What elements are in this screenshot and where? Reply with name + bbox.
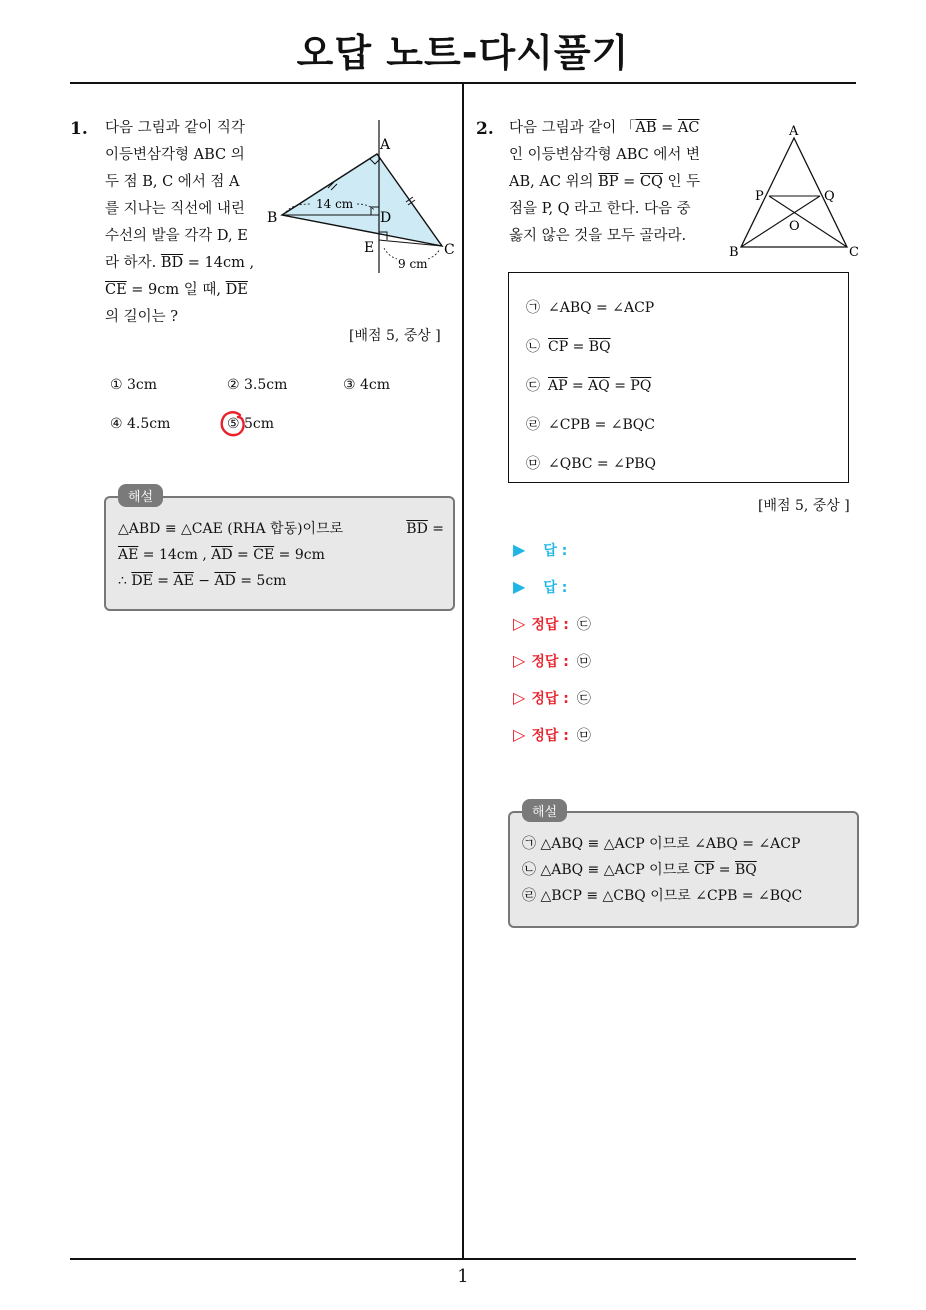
brace-ce-right xyxy=(428,249,440,259)
column-divider xyxy=(462,82,464,1260)
answer-value: ㉢ xyxy=(576,617,591,633)
q1-explanation-text xyxy=(118,516,444,594)
q2-expl-line-3: ㉣ △BCP ≡ △CBQ 이므로 ∠CPB = ∠BQC xyxy=(522,888,803,904)
segment-ce: $\overline{CE}$ xyxy=(105,282,127,298)
q2-text-line-4: 점을 P, Q 라고 한다. 다음 중 xyxy=(509,201,691,217)
statement-item xyxy=(526,445,656,484)
statement-list xyxy=(526,289,656,484)
statement-text: = xyxy=(567,378,589,394)
answer-label: 정답 : xyxy=(531,691,569,707)
q2-number: 2. xyxy=(476,119,494,139)
play-arrow-icon: ▶ xyxy=(513,577,526,596)
label-a: A xyxy=(380,137,391,153)
statement-text: = xyxy=(568,339,589,355)
answer-row xyxy=(513,577,575,597)
label-b: B xyxy=(267,210,278,226)
q1-text-line: 를 지나는 직선에 내린 xyxy=(105,201,245,217)
page-title: 오답 노트-다시풀기 xyxy=(296,31,630,75)
q1-text-line: 이등변삼각형 ABC 의 xyxy=(105,147,245,163)
q1-text-line: 다음 그림과 같이 직각 xyxy=(105,120,245,136)
q2-explanation-text xyxy=(522,831,852,909)
label-d: D xyxy=(380,210,392,226)
statement-text: = xyxy=(609,378,631,394)
q2-text-line-3: AB, AC 위의 $\overline{BP} = \overline{CQ}$ 인 두 xyxy=(509,174,701,190)
statement-text: $\overline{BQ}$ xyxy=(588,339,611,355)
answer-row xyxy=(513,540,575,560)
footer-rule xyxy=(70,1258,856,1260)
outline-arrow-icon: ▷ xyxy=(513,688,526,707)
statement-text: ∠QBC = ∠PBQ xyxy=(548,456,657,472)
statement-mark: ㉡ xyxy=(526,339,540,355)
answer-row xyxy=(513,651,591,671)
q1-choice-4[interactable]: ④ 4.5cm xyxy=(110,416,171,432)
label-a: A xyxy=(789,124,799,139)
q1-ask: 의 길이는 ? xyxy=(105,309,179,325)
q2-text-line-5: 옳지 않은 것을 모두 골라라. xyxy=(509,228,687,244)
statement-item xyxy=(526,406,656,445)
q2-score: [배점 5, 중상 ] xyxy=(758,498,850,514)
q2-explanation-box xyxy=(508,811,859,928)
play-arrow-icon: ▶ xyxy=(513,540,526,559)
q2-text-line-1: 다음 그림과 같이 「$\overline{AB} = \overline{AC}$ xyxy=(509,120,700,136)
answer-value: ㉤ xyxy=(576,728,591,744)
statement-text: $\overline{PQ}$ xyxy=(630,378,652,394)
statement-item xyxy=(526,289,656,328)
q1-text-line: 라 하자. $\overline{BD} = 14cm$ , xyxy=(105,255,255,271)
q2-explanation-label: 해설 xyxy=(522,799,567,822)
q1-explanation-box xyxy=(104,496,455,611)
answer-row xyxy=(513,614,591,634)
q2-expl-line-2: ㉡ △ABQ ≡ △ACP 이므로 $\overline{CP} = \overline{BQ}$ xyxy=(522,862,757,878)
q1-number: 1. xyxy=(70,119,88,139)
answer-mark-circle xyxy=(218,409,248,439)
q1-choice-3[interactable]: ③ 4cm xyxy=(343,377,391,393)
q1-text-line: $\overline{CE} = 9cm$ 일 때, $\overline{DE}$ xyxy=(105,282,248,298)
brace-ce-left xyxy=(384,248,397,259)
q1-text-line: 두 점 B, C 에서 점 A xyxy=(105,174,240,190)
answer-label: 정답 : xyxy=(531,654,569,670)
label-c: C xyxy=(849,245,859,260)
outline-arrow-icon: ▷ xyxy=(513,614,526,633)
q1-triangle-figure xyxy=(262,118,462,278)
answer-row xyxy=(513,688,591,708)
segment-bd: $\overline{BD}$ xyxy=(160,255,184,271)
q1-text xyxy=(105,115,265,331)
length-ce: 9 cm xyxy=(398,257,428,271)
answer-label: 정답 : xyxy=(531,728,569,744)
page-number: 1 xyxy=(457,1266,469,1287)
statement-text: ∠CPB = ∠BQC xyxy=(548,417,655,433)
label-p: P xyxy=(755,189,764,204)
outline-arrow-icon: ▷ xyxy=(513,725,526,744)
q1-expl-line-3: ∴ $\overline{DE} = \overline{AE} - \overline{AD} = 5cm$ xyxy=(118,573,287,589)
q1-explanation-label: 해설 xyxy=(118,484,163,507)
statement-text: ∠ABQ = ∠ACP xyxy=(548,300,655,316)
q2-triangle-figure xyxy=(725,120,865,265)
outline-arrow-icon: ▷ xyxy=(513,651,526,670)
q1-score: [배점 5, 중상 ] xyxy=(349,328,441,344)
triangle-abc xyxy=(282,154,442,246)
statement-text: $\overline{AP}$ xyxy=(548,378,568,394)
q1-expl-line-2: $\overline{AE} = 14cm$ , $\overline{AD} = \overline{CE} = 9cm$ xyxy=(118,547,325,563)
label-b: B xyxy=(729,245,739,260)
label-c: C xyxy=(444,242,455,258)
statement-mark: ㉤ xyxy=(526,456,540,472)
answer-value: ㉤ xyxy=(576,654,591,670)
length-bd: 14 cm xyxy=(316,197,354,211)
q2-text-line-2: 인 이등변삼각형 ABC 에서 변 xyxy=(509,147,700,163)
q1-choice-5[interactable]: ⑤ 5cm xyxy=(227,416,275,432)
statement-text: $\overline{CP}$ xyxy=(548,339,569,355)
q2-statements-box xyxy=(508,272,849,483)
statement-mark: ㉣ xyxy=(526,417,540,433)
answer-row xyxy=(513,725,591,745)
statement-item xyxy=(526,328,656,367)
q2-expl-line-1: ㉠ △ABQ ≡ △ACP 이므로 ∠ABQ = ∠ACP xyxy=(522,836,801,852)
statement-mark: ㉠ xyxy=(526,300,540,316)
segment-de: $\overline{DE}$ xyxy=(225,282,248,298)
q2-text xyxy=(509,115,714,250)
answer-label: 정답 : xyxy=(531,617,569,633)
q1-expl-line-1: △ABD ≡ △CAE (RHA 합동)이므로 $\overline{BD}$ = xyxy=(118,521,444,537)
q1-choice-2[interactable]: ② 3.5cm xyxy=(227,377,288,393)
statement-item xyxy=(526,367,656,406)
label-q: Q xyxy=(824,189,835,204)
label-o: O xyxy=(789,219,800,234)
answer-value: ㉢ xyxy=(576,691,591,707)
q1-choice-1[interactable]: ① 3cm xyxy=(110,377,158,393)
label-e: E xyxy=(364,240,375,256)
statement-text: $\overline{AQ}$ xyxy=(588,378,610,394)
answer-label: 답 : xyxy=(543,580,568,596)
q1-text-line: 수선의 발을 각각 D, E xyxy=(105,228,248,244)
statement-mark: ㉢ xyxy=(526,378,540,394)
answer-label: 답 : xyxy=(543,543,568,559)
